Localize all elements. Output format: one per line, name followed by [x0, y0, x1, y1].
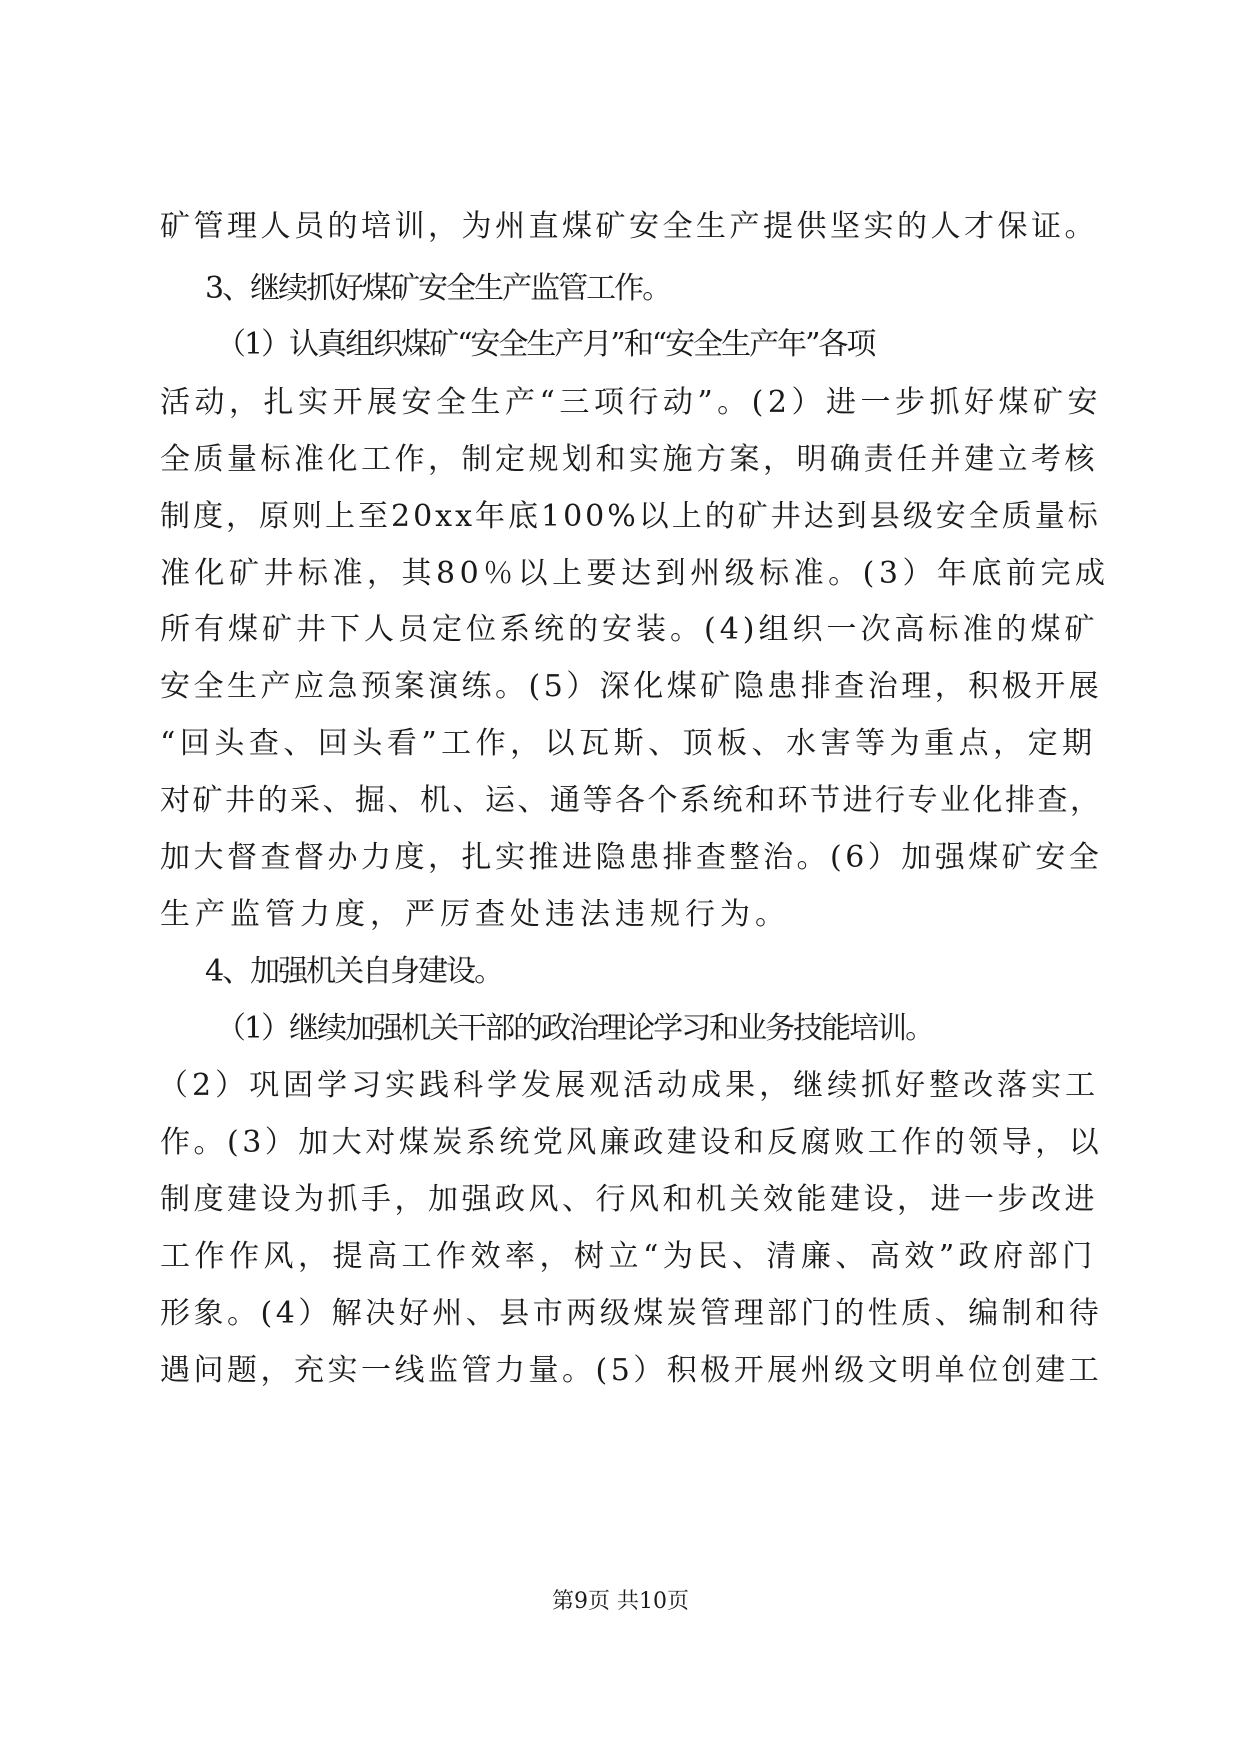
body-line: （2）巩固学习实践科学发展观活动成果，继续抓好整改落实工 — [158, 1068, 1100, 1103]
body-line: 遇问题，充实一线监管力量。(5）积极开展州级文明单位创建工 — [160, 1353, 1103, 1388]
body-line: （1）认真组织煤矿“安全生产月”和“安全生产年”各项 — [216, 327, 875, 362]
body-line: 制度建设为抓手，加强政风、行风和机关效能建设，进一步改进 — [160, 1182, 1098, 1217]
body-line: 全质量标准化工作，制定规划和实施方案，明确责任并建立考核 — [160, 442, 1098, 477]
body-line: （1）继续加强机关干部的政治理论学习和业务技能培训。 — [216, 1011, 934, 1046]
body-line: 矿管理人员的培训，为州直煤矿安全生产提供坚实的人才保证。 — [160, 209, 1098, 244]
body-line: 对矿井的采、掘、机、运、通等各个系统和环节进行专业化排查， — [160, 783, 1103, 818]
section-heading: 4、加强机关自身建设。 — [205, 954, 503, 989]
body-line: 活动，扎实开展安全生产“三项行动”。(2）进一步抓好煤矿安 — [160, 385, 1102, 420]
body-line: 加大督查督办力度，扎实推进隐患排查整治。(6）加强煤矿安全 — [160, 840, 1103, 875]
body-line: 安全生产应急预案演练。(5）深化煤矿隐患排查治理，积极开展 — [160, 669, 1103, 704]
body-line: “回头查、回头看”工作，以瓦斯、顶板、水害等为重点，定期 — [160, 726, 1097, 761]
body-line: 生产监管力度，严厉查处违法违规行为。 — [160, 897, 790, 932]
body-line: 形象。(4）解决好州、县市两级煤炭管理部门的性质、编制和待 — [160, 1296, 1103, 1331]
body-line: 所有煤矿井下人员定位系统的安装。(4)组织一次高标准的煤矿 — [160, 612, 1099, 647]
body-line: 准化矿井标准，其80％以上要达到州级标准。(3）年底前完成 — [160, 556, 1110, 591]
section-heading: 3、继续抓好煤矿安全生产监管工作。 — [205, 271, 671, 306]
body-line: 工作作风，提高工作效率，树立“为民、清廉、高效”政府部门 — [160, 1239, 1097, 1274]
body-line: 作。(3）加大对煤炭系统党风廉政建设和反腐败工作的领导，以 — [160, 1125, 1103, 1160]
body-line: 制度，原则上至20xx年底100%以上的矿井达到县级安全质量标 — [160, 499, 1101, 534]
page-footer: 第9页 共10页 — [552, 1589, 689, 1614]
